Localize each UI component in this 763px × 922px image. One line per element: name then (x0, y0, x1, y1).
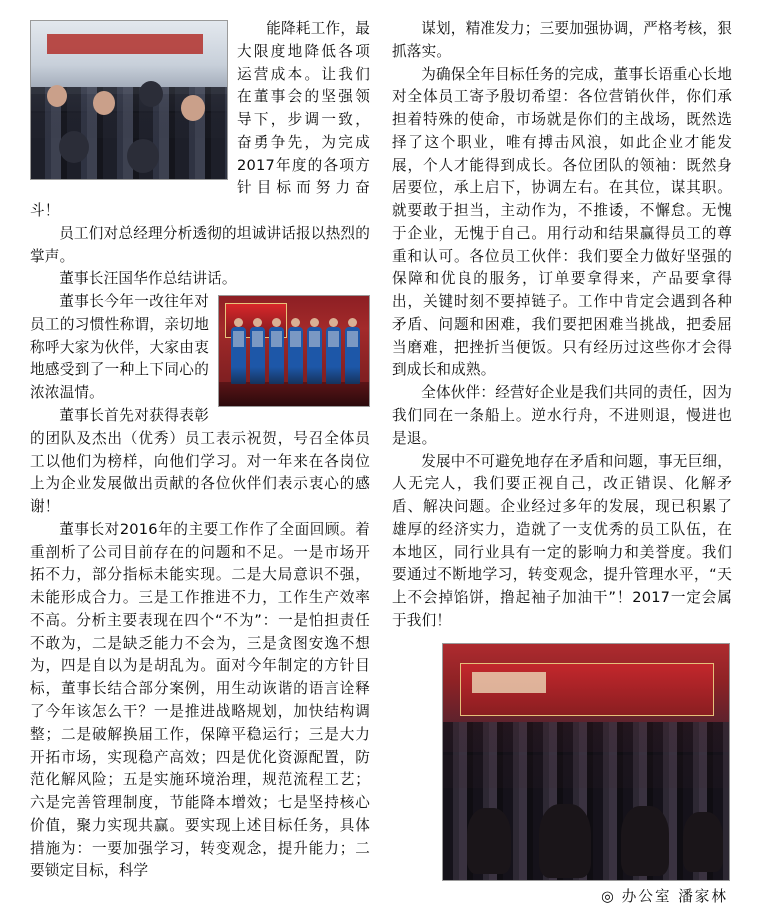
signature-text: 办公室 潘家林 (621, 888, 728, 905)
photo2-person (269, 327, 284, 384)
photo1-person-head (93, 91, 115, 115)
left-column (30, 18, 370, 912)
article-signature (601, 885, 728, 906)
photo3-foreground-person (539, 804, 591, 878)
photo1-person-head (127, 139, 159, 173)
paragraph: 董事长汪国华作总结讲话。 (59, 270, 237, 288)
photo2-floor (219, 382, 369, 406)
photo3-crowd-row-2 (443, 752, 729, 790)
photo-meeting-audience (30, 20, 228, 180)
photo1-banner (47, 34, 204, 55)
paragraph: 能降耗工作，最大限度地降低各项运营成本。让我们在董事会的坚强领导下，步调一致，奋勇争先，为完成2017年度的各项方针目标而努力奋斗！ (30, 20, 370, 220)
paragraph: 董事长对2016年的主要工作作了全面回顾。着重剖析了公司目前存在的问题和不足。一是市场开拓不力，部分指标未能实现。二是大局意识不强，未能形成合力。三是工作推进不力，工作生产效率不高。分析主要表现在四个“不为”：一是怕担责任不敢为，二是缺乏能力不会为，三是贪图安逸不想为，四是自以为是胡乱为。面对今年制定的方针目标，董事长结合部分案例，用生动诙谐的语言诠释了今年该怎么干？一是推进战略规划，加快结构调整；二是破解换届工作，保障平稳运行；三是大力开拓市场，实现稳产高效；四是优化资源配置，防范化解风险；五是实施环境治理，规范流程工艺；六是完善管理制度，节能降本增效；七是坚持核心价值，聚力实现共赢。要实现上述目标任务，具体措施为：一要加强学习，转变观念，提升能力；二要锁定目标，科学 (30, 520, 370, 880)
photo1-person-head (181, 95, 205, 121)
photo2-person (307, 327, 322, 384)
photo3-banner (472, 672, 546, 693)
paragraph: 董事长今年一改往年对员工的习惯性称谓，亲切地称呼大家为伙伴，大家由衷地感受到了一种上下同心的浓浓温情。 (30, 293, 209, 402)
photo1-wall (31, 21, 227, 94)
paragraph: 为确保全年目标任务的完成，董事长语重心长地对全体员工寄予殷切希望：各位营销伙伴，你们承担着特殊的使命，市场就是你们的主战场，既然选择了这个职业，唯有搏击风浪，如此企业才能发展，个人才能得到成长。各位团队的领袖：既然身居要位，承上启下，协调左右。在其位，谋其职。就要敢于担当，主动作为，不推诿，不懈怠。无愧于企业，无愧于自己。用行动和结果赢得员工的尊重和认可。各位员工伙伴：我们要全力做好坚强的保障和优良的服务，订单要拿得来，产品要拿得出，关键时刻不要掉链子。工作中肯定会遇到各种矛盾、问题和困难，我们要把困难当挑战，把委屈当磨难，把挫折当便饭。只有经历过这些你才会得到成长和成熟。 (392, 65, 732, 379)
article-columns (30, 18, 737, 912)
signature-mark-icon: ◎ (601, 888, 616, 905)
photo2-person (326, 327, 341, 384)
photo2-person (250, 327, 265, 384)
photo1-person-head (59, 131, 89, 163)
photo3-foreground-person (683, 812, 723, 872)
photo2-person (288, 327, 303, 384)
paragraph: 员工们对总经理分析透彻的坦诚讲话报以热烈的掌声。 (30, 224, 370, 265)
photo1-person-head (139, 81, 163, 107)
photo3-foreground-person (467, 808, 511, 874)
photo3-crowd-row-1 (443, 722, 729, 755)
paragraph: 谋划，精准发力；三要加强协调，严格考核，狠抓落实。 (392, 20, 732, 60)
paragraph: 董事长首先对获得表彰的团队及杰出（优秀）员工表示祝贺，号召全体员工以他们为榜样，向他们学习。对一年来在各岗位上为企业发展做出贡献的各位伙伴们表示衷心的感谢！ (30, 407, 370, 516)
right-column (392, 18, 732, 912)
photo2-person (345, 327, 360, 384)
paragraph: 发展中不可避免地存在矛盾和问题，事无巨细，人无完人，我们要正视自己，改正错误、化解矛盾、解决问题。企业经过多年的发展，现已积累了雄厚的经济实力，造就了一支优秀的员工队伍，在本地区，同行业具有一定的影响力和美誉度。我们要通过不断地学习，转变观念，提升管理水平，“天上不会掉馅饼，撸起袖子加油干”！2017一定会属于我们！ (392, 452, 732, 629)
photo2-person (231, 327, 246, 384)
photo-team-group (218, 295, 370, 407)
photo1-person-head (47, 85, 67, 107)
photo3-foreground-person (621, 806, 669, 876)
photo-conference-hall (442, 643, 730, 881)
paragraph: 全体伙伴：经营好企业是我们共同的责任，因为我们同在一条船上。逆水行舟，不进则退，慢进也是退。 (392, 384, 732, 447)
